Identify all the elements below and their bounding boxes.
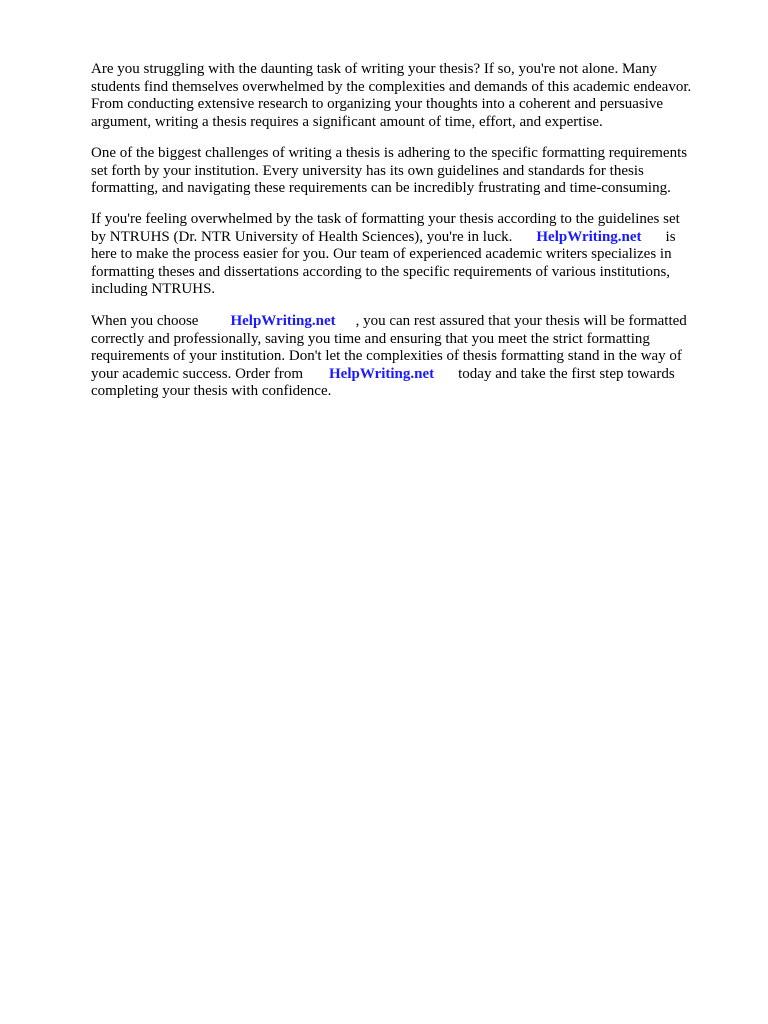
text-line: argument, writing a thesis requires a significant amount of time, effort, and expertise. <box>91 113 603 130</box>
helpwriting-link[interactable]: HelpWriting.net <box>536 228 642 245</box>
text-line: If you're feeling overwhelmed by the task of formatting your thesis according to the guidelines set <box>91 211 680 227</box>
text-line: students find themselves overwhelmed by the complexities and demands of this academic endeavor. <box>91 78 692 95</box>
text-line: including NTRUHS. <box>91 281 216 297</box>
text-line: correctly and professionally, saving you time and ensuring that you meet the strict formatting <box>91 330 650 347</box>
text-line: formatting theses and dissertations according to the specific requirements of various institutions, <box>91 263 671 280</box>
helpwriting-link[interactable]: HelpWriting.net <box>230 313 336 329</box>
text-segment: When you choose <box>91 313 199 329</box>
text-line: formatting, and navigating these requirements can be incredibly frustrating and time-consuming. <box>91 180 671 196</box>
text-line-with-link <box>91 229 721 247</box>
text-line-with-link <box>91 366 721 384</box>
text-line: here to make the process easier for you. Our team of experienced academic writers specializes in <box>91 246 672 262</box>
paragraph-ntruhs <box>91 211 721 299</box>
text-segment: , you can rest assured that your thesis will be formatted <box>355 313 687 329</box>
helpwriting-link[interactable]: HelpWriting.net <box>329 365 435 382</box>
text-line: One of the biggest challenges of writing a thesis is adhering to the specific formatting requirements <box>91 145 688 161</box>
text-line: From conducting extensive research to organizing your thoughts into a coherent and persuasive <box>91 96 664 112</box>
text-line: requirements of your institution. Don't let the complexities of thesis formatting stand in the way of <box>91 348 682 364</box>
text-segment: your academic success. Order from <box>91 365 303 382</box>
paragraph-challenges <box>91 145 721 198</box>
text-line: set forth by your institution. Every university has its own guidelines and standards for thesis <box>91 162 644 179</box>
text-segment: today and take the first step towards <box>458 365 675 382</box>
paragraph-intro <box>91 61 721 131</box>
text-segment: by NTRUHS (Dr. NTR University of Health Sciences), you're in luck. <box>91 228 513 245</box>
text-line: completing your thesis with confidence. <box>91 383 332 399</box>
paragraph-choose <box>91 313 721 401</box>
text-line-with-link <box>91 313 721 331</box>
text-line: Are you struggling with the daunting task of writing your thesis? If so, you're not alone. Many <box>91 61 657 77</box>
text-segment: is <box>665 228 676 245</box>
